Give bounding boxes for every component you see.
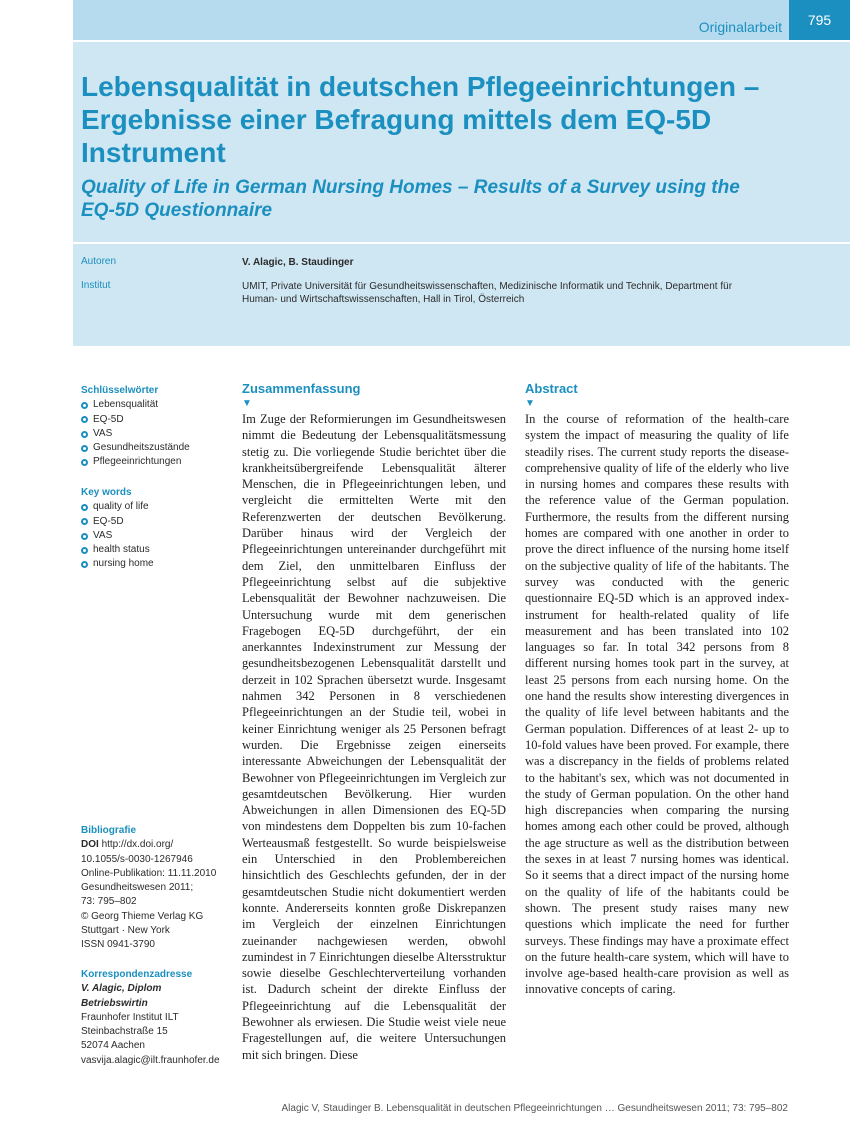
bibliography-block [81,824,231,953]
english-title: Quality of Life in German Nursing Homes – Results of a Survey using the EQ-5D Questionnaire [81,177,740,221]
authors: V. Alagic, B. Staudinger [242,257,354,268]
list-item: EQ-5D [81,515,231,529]
zusammenfassung-heading: Zusammenfassung [242,381,361,396]
doi-link[interactable]: http://dx.doi.org/ [101,839,174,851]
list-item: health status [81,543,231,557]
triangle-down-icon: ▼ [525,398,535,409]
keywords-de-title: Schlüsselwörter [81,385,159,396]
corr-email[interactable]: vasvija.alagic@ilt.fraunhofer.de [81,1054,220,1066]
list-item: Lebensqualität [81,398,231,412]
zusammenfassung-text: Im Zuge der Reformierungen im Gesundheitswesen nimmt die Bedeutung der Lebensqualitätsmessung stetig zu. Die vorliegende Studie berichtet über die krankheitsübergreifende Lebensqualität älterer Menschen, die in Pflegeeinrichtungen leben, und vergleicht die ermittelten Werte mit den Referenzwerten der deutschen Bevölkerung. Darüber hinaus wird der Vergleich der Pflegeeinrichtungen untereinander durchgeführt mit dem Ziel, den unmittelbaren Einfluss der Pflegeeinrichtung selbst auf die subjektive Lebensqualität der Bewohner nachzuweisen. Die Untersuchung wurde mit dem generischen Fragebogen EQ-5D durchgeführt, der ein anerkanntes Indexinstrument zur Messung der gesundheitsbezogenen Lebensqualität darstellt und derzeit in 102 Sprachen übersetzt wurde. Insgesamt nahmen 342 Personen in 8 verschiedenen Pflegeeinrichtungen an der Studie teil, wobei in keiner Einrichtung weniger als 25 Personen befragt wurden. Die Ergebnisse zeigen einerseits interessante Abweichungen der Lebensqualität der Bewohner von Pflegeeinrichtungen im Vergleich zur gesamtdeutschen Bevölkerung. Hier wurden Abweichungen in allen Dimensionen des EQ-5D von mindestens dem Doppelten bis zum 10-fachen Werteausmaß festgestellt. So wurde beispielsweise ein Unterschied in den Problembereichen hinsichtlich des Geschlechts gefunden, der in der gesamtdeutschen Studie nicht dokumentiert werden konnte. Andererseits konnten große Diskrepanzen im Vergleich der einzelnen Einrichtungen zueinander nachgewiesen werden, obwohl zumindest in 7 Einrichtungen dieselbe Altersstruktur sowie dieselbe Geschlechterverteilung vorhanden ist. Dadurch scheint der direkte Einfluss der Pflegeeinrichtung auf die Lebensqualität der Bewohner als erwiesen. Die Studie weist viele neue Fragestellungen auf, die weitere Untersuchungen mit sich bringen. Diese [242,412,506,1062]
top-divider [73,40,850,42]
online-publication: Online-Publikation: 11.11.2010 [81,867,217,879]
keywords-de-list [81,398,231,469]
bullet-icon [81,533,88,540]
bullet-icon [81,547,88,554]
list-item: VAS [81,529,231,543]
keywords-de-block [81,384,231,470]
keywords-en-title: Key words [81,487,132,498]
bibliography-title: Bibliografie [81,825,137,836]
abstract-section [525,381,789,998]
doi-line: DOI http://dx.doi.org/ [81,839,174,851]
volume-pages: 73: 795–802 [81,896,137,908]
footer-citation: Alagic V, Staudinger B. Lebensqualität in deutschen Pflegeeinrichtungen … Gesundheitswesen 2011; 73: 795–802 [281,1103,788,1114]
corr-name: V. Alagic, Diplom [81,983,162,995]
section-label: Originalarbeit [698,19,782,35]
publisher-city: Stuttgart · New York [81,925,170,937]
abstract-text: In the course of reformation of the health-care system the impact of measuring the quality of life steadily rises. The current study reports the disease-comprehensive quality of life of the elderly who live in nursing homes and compares these results with the reference value of the German population. Furthermore, the results from the different nursing homes are compared with one another in order to prove the direct influence of the nursing home itself on the subjective quality of life of the habitants. The survey was conducted with the generic questionnaire EQ-5D which is an approved index-instrument for health-related quality of life measurement and has been translated into 102 languages so far. In total 342 persons from 8 different nursing homes took part in the survey, at least 25 persons from each nursing home. On the one hand the results show interesting divergences in the quality of life level between habitants and the German population. Differences of at least 2- up to 10-fold values have been proved. For example, there was a discrepancy in the fields of problems related to the habitant's sex, which was not documented in the study of German population. On the other hand high discrepancies when comparing the nursing homes among each other could be proved, although the age structure as well as the distribution between the sexes in at least 7 nursing homes was identical. So it seems that a direct impact of the nursing home on the quality of life of the habitants could be shown. The present study raises many new questions which implicate the need for further surveys. These findings may have a proximate effect on the future health-care system, which will have to involve age-based health-care provision as well as innovative concepts of caring. [525,412,789,997]
bullet-icon [81,459,88,466]
meta-divider [73,242,850,244]
authors-label: Autoren [81,256,117,267]
list-item: nursing home [81,557,231,571]
bullet-icon [81,431,88,438]
keywords-en-list [81,500,231,571]
correspondence-title: Korrespondenzadresse [81,969,193,980]
list-item: VAS [81,427,231,441]
bullet-icon [81,518,88,525]
bullet-icon [81,402,88,409]
institute: UMIT, Private Universität für Gesundheitswissenschaften, Medizinische Informatik und Technik, Department für Human- und Wirtschaftswissenschaften, Hall in Tirol, Österreich [242,281,733,305]
issn: ISSN 0941-3790 [81,939,155,951]
copyright: © Georg Thieme Verlag KG [81,910,204,922]
keywords-en-block [81,486,231,572]
bullet-icon [81,504,88,511]
correspondence-block [81,968,231,1068]
triangle-down-icon: ▼ [242,398,252,409]
corr-title: Betriebswirtin [81,997,148,1009]
institute-label: Institut [81,280,111,291]
list-item: Pflegeeinrichtungen [81,455,231,469]
corr-org: Fraunhofer Institut ILT [81,1011,179,1023]
list-item: Gesundheitszustände [81,441,231,455]
doi-id: 10.1055/s-0030-1267946 [81,853,193,865]
list-item: EQ-5D [81,413,231,427]
corr-street: Steinbachstraße 15 [81,1026,168,1038]
bullet-icon [81,416,88,423]
corr-city: 52074 Aachen [81,1040,145,1052]
zusammenfassung-section [242,381,506,1063]
abstract-heading: Abstract [525,381,578,396]
page-number: 795 [789,0,850,40]
journal-year: Gesundheitswesen 2011; [81,882,194,894]
bullet-icon [81,561,88,568]
page-title: Lebensqualität in deutschen Pflegeeinrichtungen – Ergebnisse einer Befragung mittels dem EQ-5D Instrument [81,71,760,168]
bullet-icon [81,445,88,452]
list-item: quality of life [81,500,231,514]
